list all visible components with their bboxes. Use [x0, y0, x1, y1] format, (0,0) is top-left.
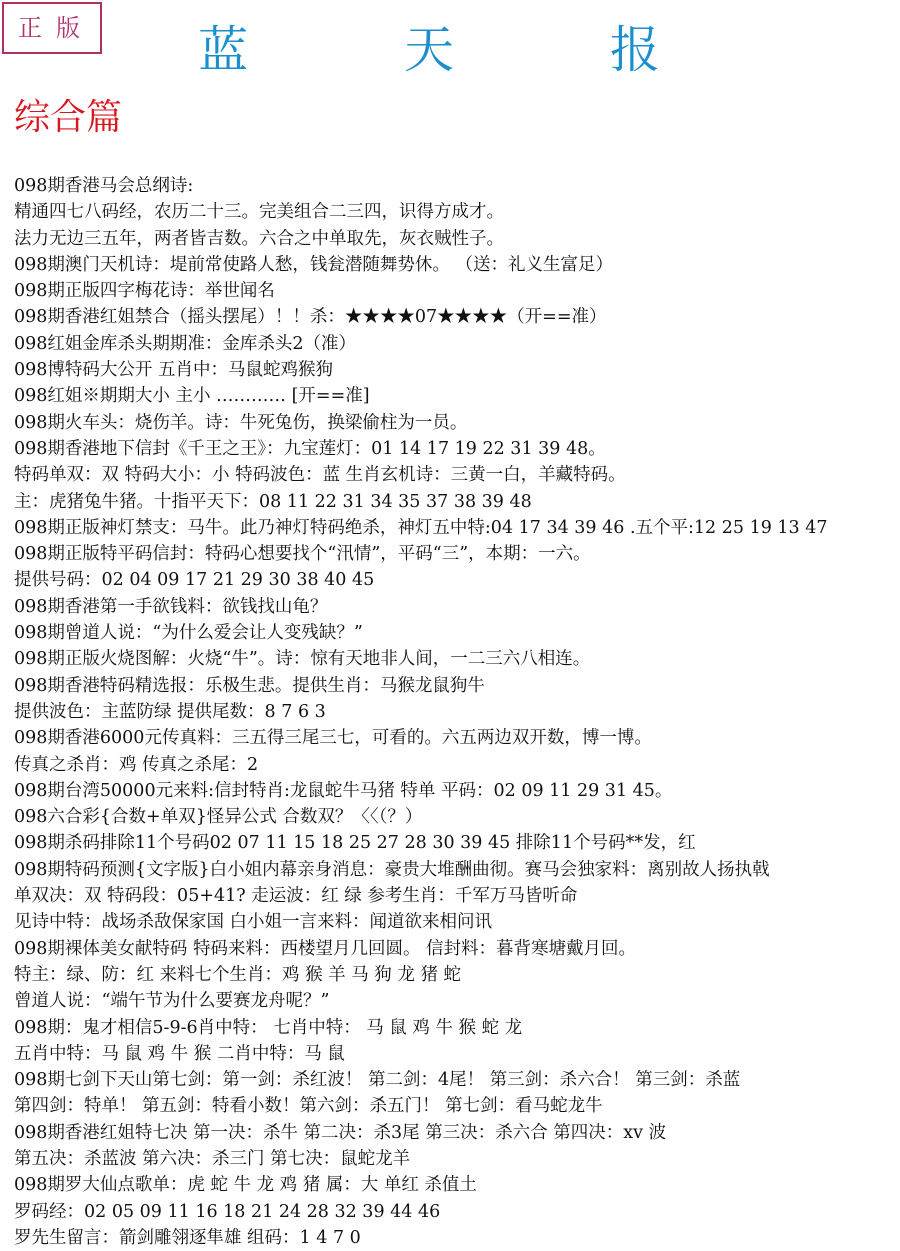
- text-line: 098期香港6000元传真料：三五得三尾三七，可看的。六五两边双开数，博一博。: [14, 728, 652, 749]
- text-line: 法力无边三五年，两者皆吉数。六合之中单取先，灰衣贼性子。: [14, 228, 504, 249]
- text-line: 第五决：杀蓝波 第六决：杀三门 第七决：鼠蛇龙羊: [14, 1148, 411, 1169]
- text-line: 098期七剑下天山第七剑：第一剑：杀红波！ 第二剑：4尾！ 第三剑：杀六合！ 第三剑：杀蓝: [14, 1070, 741, 1091]
- text-line: 098博特码大公开 五肖中：马鼠蛇鸡猴狗: [14, 360, 333, 381]
- text-line: 提供号码：02 04 09 17 21 29 30 38 40 45: [14, 570, 375, 591]
- text-line: 098期香港马会总纲诗:: [14, 176, 194, 196]
- text-line: 098期曾道人说：“为什么爱会让人变残缺？”: [14, 623, 363, 644]
- text-line: 单双决：双 特码段：05+41? 走运波：红 绿 参考生肖：千军万马皆听命: [14, 886, 578, 907]
- text-line: 098期香港红姐禁合（摇头摆尾）！！杀：★★★★07★★★★（开==准）: [14, 307, 607, 328]
- text-line: 098期杀码排除11个号码02 07 11 15 18 25 27 28 30 39 45 排除11个号码**发，红: [14, 833, 696, 854]
- text-line: 098红姐※期期大小 主小 ………… [开==准]: [14, 386, 370, 407]
- text-line: 098期台湾50000元来料:信封特肖:龙鼠蛇牛马猪 特单 平码：02 09 11 29 31 45。: [14, 780, 673, 801]
- text-line: 098期香港特码精选报：乐极生悲。提供生肖：马猴龙鼠狗牛: [14, 675, 485, 696]
- text-line: 098期裸体美女献特码 特码来料：西楼望月几回圆。 信封料：暮背寒塘戴月回。: [14, 938, 637, 959]
- text-line: 主：虎猪兔牛猪。十指平天下：08 11 22 31 34 35 37 38 39 48: [14, 491, 532, 512]
- text-line: 罗码经：02 05 09 11 16 18 21 24 28 32 39 44 46: [14, 1201, 441, 1222]
- text-line: 098六合彩{合数+单双}怪异公式 合数双？〈〈（？）: [14, 807, 423, 828]
- text-line: 098期正版火烧图解：火烧“牛”。诗：惊有天地非人间，一二三六八相连。: [14, 649, 591, 670]
- text-line: 098红姐金库杀头期期准：金库杀头2（准）: [14, 333, 357, 354]
- text-line: 098期香港红姐特七决 第一决：杀牛 第二决：杀3尾 第三决：杀六合 第四决：xv 波: [14, 1122, 667, 1143]
- text-line: 098期正版神灯禁支：马牛。此乃神灯特码绝杀，神灯五中特:04 17 34 39 46 .五个平:12 25 19 13 47: [14, 517, 828, 538]
- text-line: 特主：绿、防：红 来料七个生肖：鸡 猴 羊 马 狗 龙 猪 蛇: [14, 964, 462, 985]
- text-line: 特码单双：双 特码大小：小 特码波色：蓝 生肖玄机诗：三黄一白，羊藏特码。: [14, 465, 626, 486]
- text-line: 传真之杀肖：鸡 传真之杀尾：2: [14, 754, 259, 775]
- text-line: 098期香港第一手欲钱料：欲钱找山龟？: [14, 596, 328, 617]
- newspaper-title: 蓝 天 报: [198, 21, 730, 79]
- text-line: 见诗中特：战场杀敌保家国 白小姐一言来料：闻道欲来相问讯: [14, 912, 493, 933]
- edition-badge: 正版: [2, 2, 102, 54]
- text-line: 提供波色：主蓝防绿 提供尾数：8 7 6 3: [14, 701, 326, 722]
- text-line: 098期澳门天机诗：堤前常使路人愁，钱瓮潜随舞势休。 （送：礼义生富足）: [14, 254, 613, 275]
- text-line: 098期正版特平码信封：特码心想要找个“汛情”，平码“三”，本期：一六。: [14, 544, 591, 565]
- text-line: 罗先生留言：箭剑雕翎逐隼雄 组码：1 4 7 0: [14, 1227, 361, 1248]
- text-line: 曾道人说：“端午节为什么要赛龙舟呢？”: [14, 991, 330, 1012]
- text-line: 精通四七八码经，农历二十三。完美组合二三四，识得方成才。: [14, 202, 504, 223]
- text-line: 098期：鬼才相信5-9-6肖中特： 七肖中特： 马 鼠 鸡 牛 猴 蛇 龙: [14, 1017, 523, 1038]
- text-line: 098期正版四字梅花诗：举世闻名: [14, 281, 275, 302]
- text-line: 098期特码预测{文字版}白小姐内幕亲身消息：豪贵大堆酬曲彻。赛马会独家料：离别故人扬执戟: [14, 859, 770, 880]
- text-line: 098期罗大仙点歌单：虎 蛇 牛 龙 鸡 猪 属：大 单红 杀值土: [14, 1175, 477, 1196]
- text-line: 098期香港地下信封《千王之王》：九宝莲灯：01 14 17 19 22 31 39 48。: [14, 438, 606, 459]
- text-line: 第四剑：特单！ 第五剑：特看小数！第六剑：杀五门！ 第七剑：看马蛇龙牛: [14, 1096, 603, 1117]
- section-heading: 综合篇: [14, 97, 123, 138]
- text-line: 五肖中特：马 鼠 鸡 牛 猴 二肖中特：马 鼠: [14, 1043, 345, 1064]
- text-line: 098期火车头：烧伤羊。诗：牛死兔伤，换梁偷柱为一员。: [14, 412, 468, 433]
- content-lines: [14, 173, 894, 1251]
